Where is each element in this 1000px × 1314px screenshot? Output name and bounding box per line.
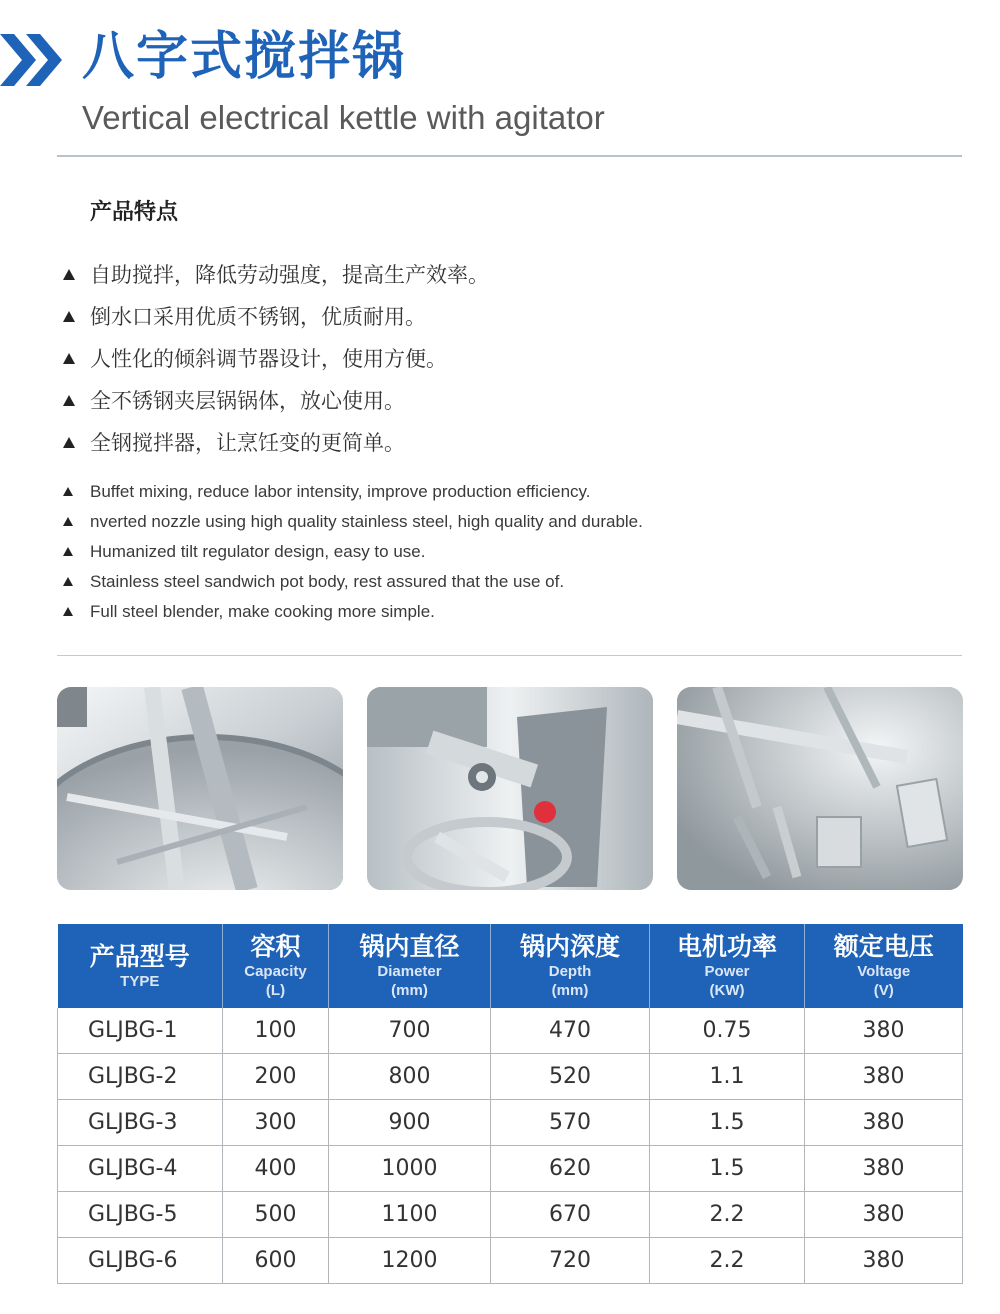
- feature-item: 全不锈钢夹层锅锅体，放心使用。: [60, 380, 489, 422]
- tilt-handwheel-photo: [367, 687, 653, 890]
- feature-item: Stainless steel sandwich pot body, rest assured that the use of.: [60, 567, 643, 597]
- feature-item: 自助搅拌，降低劳动强度，提高生产效率。: [60, 254, 489, 296]
- agitator-scraper-blades-photo: [677, 687, 963, 890]
- table-row: GLJBG-6 600 1200 720 2.2 380: [58, 1238, 963, 1284]
- column-header-power: 电机功率 Power (KW): [650, 924, 805, 1008]
- column-header-voltage: 额定电压 Voltage (V): [805, 924, 963, 1008]
- triangle-bullet-icon: [63, 437, 75, 448]
- triangle-bullet-icon: [63, 487, 73, 496]
- table-row: GLJBG-5 500 1100 670 2.2 380: [58, 1192, 963, 1238]
- triangle-bullet-icon: [63, 517, 73, 526]
- table-row: GLJBG-2 200 800 520 1.1 380: [58, 1054, 963, 1100]
- feature-item: 倒水口采用优质不锈钢，优质耐用。: [60, 296, 489, 338]
- double-chevron-icon: [0, 34, 70, 86]
- table-row: GLJBG-3 300 900 570 1.5 380: [58, 1100, 963, 1146]
- table-row: GLJBG-1 100 700 470 0.75 380: [58, 1008, 963, 1054]
- feature-item: 全钢搅拌器，让烹饪变的更简单。: [60, 422, 489, 464]
- triangle-bullet-icon: [63, 547, 73, 556]
- column-header-diameter: 锅内直径 Diameter (mm): [329, 924, 491, 1008]
- header-divider: [57, 155, 962, 157]
- feature-item: 人性化的倾斜调节器设计，使用方便。: [60, 338, 489, 380]
- features-list-cn: [60, 254, 489, 464]
- page-subtitle: Vertical electrical kettle with agitator: [82, 99, 605, 136]
- triangle-bullet-icon: [63, 353, 75, 364]
- feature-item: Humanized tilt regulator design, easy to use.: [60, 537, 643, 567]
- table-header-row: [58, 924, 963, 1008]
- column-header-depth: 锅内深度 Depth (mm): [491, 924, 650, 1008]
- feature-item: Buffet mixing, reduce labor intensity, improve production efficiency.: [60, 477, 643, 507]
- feature-item: nverted nozzle using high quality stainless steel, high quality and durable.: [60, 507, 643, 537]
- triangle-bullet-icon: [63, 311, 75, 322]
- triangle-bullet-icon: [63, 395, 75, 406]
- triangle-bullet-icon: [63, 269, 75, 280]
- kettle-interior-agitator-photo: [57, 687, 343, 890]
- spec-table: [57, 924, 963, 1284]
- section-divider: [57, 655, 962, 656]
- features-list-en: [60, 477, 643, 627]
- page-title: 八字式搅拌锅: [82, 27, 407, 87]
- features-heading: 产品特点: [90, 200, 179, 225]
- triangle-bullet-icon: [63, 607, 73, 616]
- triangle-bullet-icon: [63, 577, 73, 586]
- column-header-type: 产品型号 TYPE: [58, 924, 223, 1008]
- table-row: GLJBG-4 400 1000 620 1.5 380: [58, 1146, 963, 1192]
- feature-item: Full steel blender, make cooking more simple.: [60, 597, 643, 627]
- column-header-capacity: 容积 Capacity (L): [223, 924, 329, 1008]
